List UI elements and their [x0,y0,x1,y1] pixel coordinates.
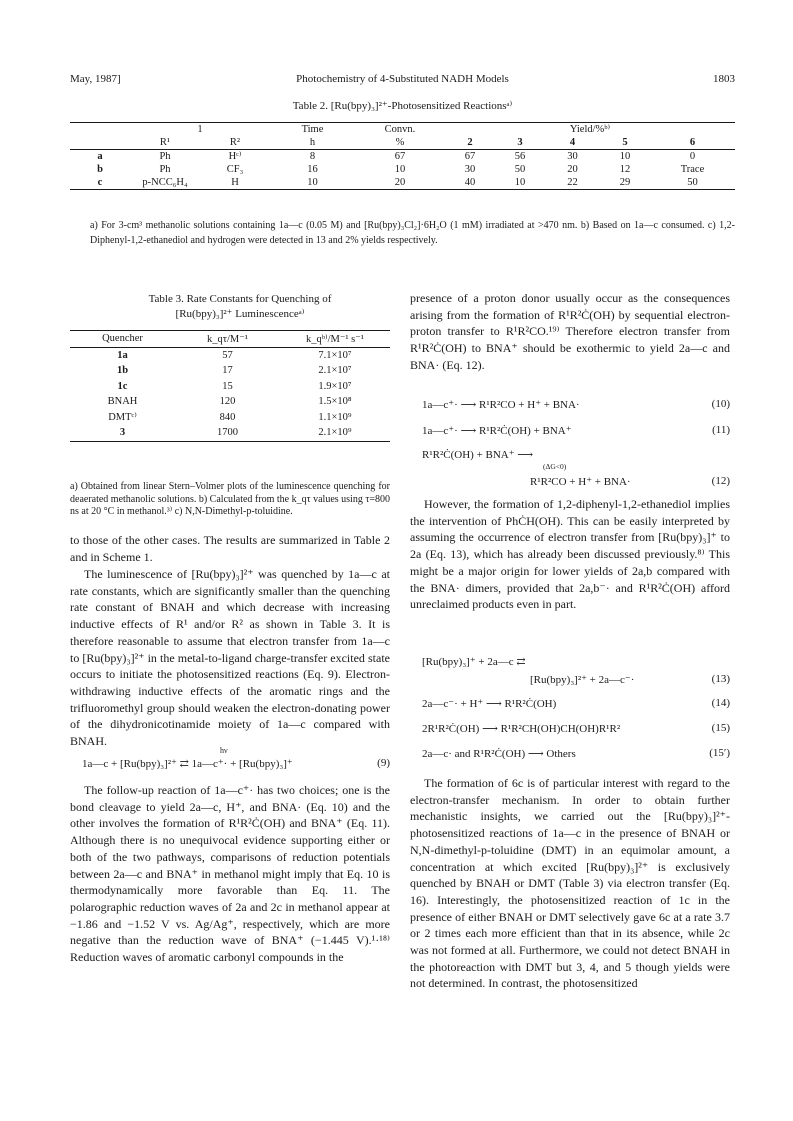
eq11-number: (11) [712,424,730,436]
table3 [70,330,390,442]
equation-10 [410,398,730,414]
table-cell: Trace [680,164,705,175]
table-row [70,363,390,379]
table-cell: 840 [219,411,236,423]
table-cell: CF₃ [226,164,244,175]
journal-date: May, 1987] [70,73,121,85]
table-cell: 17 [222,365,233,377]
table-cell: 50 [687,177,698,188]
table-cell: 67 [394,151,406,162]
table2-subheader: 6 [689,137,696,148]
eq15p-text: 2a—c· and R¹R²Ċ(OH) ⟶ Others [422,748,576,760]
table-row [70,394,390,410]
table-cell: 56 [514,151,526,162]
table-row [70,176,735,190]
left-paragraph-1: to those of the other cases. The results are summarized in Table 2 and in Scheme 1. [70,533,390,564]
table2-subheader: R¹ [159,137,171,148]
table-cell: a [97,151,103,162]
table-cell: BNAH [107,396,138,408]
table-cell: Ph [159,164,171,175]
table-cell: 3 [119,427,126,439]
right-paragraph-3: The formation of 6c is of particular interest with regard to the electron-transfer mechanism. In order to obtain further mechanistic insights, we carried out the [Ru(bpy)₃]²⁺-photosensitized reactions of 1a—c in the presence of BNAH or N,N-dimethyl-p-toluidine (DMT) in an equimolar amount, a concentration at which excited [Ru(bpy)₃]²⁺ is exclusively quenched by BNAH or DMT (Table 3) via electron transfer (Eq. 16). Interestingly, the photosensitized reaction of 1c in the presence of either BNAH or DMT selectively gave 6c at a rate 3.7 or 2 times each more efficient than that in its absence, while 2c was not formed at all. Furthermore, we could not detect BNAH in the photoreaction with DMT but 3, 4, and 5 though yields were not determined. In contrast, the photosensitized [410,776,730,991]
table-cell: 1a [117,349,128,361]
equation-15 [410,722,730,738]
table-cell: 12 [619,164,631,175]
table-cell: 10 [514,177,526,188]
table-cell: 67 [464,151,476,162]
eq12-condition: (ΔG<0) [543,462,567,471]
equation-11 [410,424,730,440]
eq10-number: (10) [711,398,730,410]
table-cell: 40 [464,177,476,188]
table3-header: k_qᵇ⁾/M⁻¹ s⁻¹ [306,333,364,345]
page-number: 1803 [713,73,735,85]
left-paragraph-2: The luminescence of [Ru(bpy)₃]²⁺ was quenched by 1a—c at rate constants, which are significantly smaller than the quenching rate constant of BNAH and which decrease with increasing inductive effects of R¹ and/or R² as shown in Table 3. It is therefore reasonable to assume that electron transfer from 1a—c to [Ru(bpy)₃]²⁺ in the metal-to-ligand charge-transfer excited state occurs to initiate the photosensitized reactions (Eq. 9). Electron-withdrawing inductive effects of the aromatic rings and the trifluoromethyl group should weaken the electron-donating power of the dihydronicotinamide moiety of 1a—c compared with BNAH. [70,567,390,749]
table-cell: 50 [514,164,526,175]
table2 [70,122,735,190]
table3-header: Quencher [102,333,143,345]
table2-caption: Table 2. [Ru(bpy)₃]²⁺-Photosensitized Reactionsᵃ⁾ [292,100,513,112]
table-cell: 2.1×10⁷ [318,365,352,377]
table-cell: 10 [307,177,318,188]
table-cell: 30 [567,151,578,162]
table-cell: 7.1×10⁷ [318,349,352,361]
eq13-number: (13) [711,673,730,685]
page-header [70,73,735,89]
table-cell: 10 [619,151,631,162]
table-cell: 0 [689,151,696,162]
table2-group-header: 1 [197,124,203,135]
table-cell: 15 [222,380,233,392]
table-row [70,163,735,176]
table-row [70,150,735,164]
table-cell: p-NCC₆H₄ [142,177,188,188]
eq12-right: R¹R²CO + H⁺ + BNA· [530,476,631,488]
equation-13 [410,655,730,691]
eq9-arrow-label: hν [220,746,228,755]
table-cell: 1.1×10⁹ [318,411,352,423]
table-cell: H [231,177,239,188]
table2-footnote: a) For 3-cm³ methanolic solutions containing 1a—c (0.05 M) and [Ru(bpy)₃Cl₂]·6H₂O (1 mM) irradiated at >470 nm. b) Based on 1a—c consumed. c) 1,2-Diphenyl-1,2-ethanediol and hydrogen were detected in 13 and 2% yields respectively. [90,220,735,246]
table-cell: 1.9×10⁷ [318,380,352,392]
eq13-left: [Ru(bpy)₃]⁺ + 2a—c ⇄ [422,656,526,668]
table-cell: 16 [307,164,318,175]
table-cell: Hᶜ⁾ [228,151,242,162]
table2-subheader: 3 [517,137,523,148]
table-cell: 20 [567,164,578,175]
table2-subheader: 4 [569,137,576,148]
table-cell: 29 [619,177,631,188]
eq14-text: 2a—c⁻· + H⁺ ⟶ R¹R²Ċ(OH) [422,698,557,710]
table-cell: 30 [464,164,476,175]
equation-15-prime [410,747,730,763]
table-row [70,410,390,426]
table2-subheader: 2 [467,137,473,148]
table-cell: 10 [394,164,406,175]
eq12-number: (12) [711,475,730,487]
left-paragraph-3: The follow-up reaction of 1a—c⁺· has two choices; one is the bond cleavage to yield 2a—c, H⁺, and BNA· (Eq. 10) and the other involves the formation of R¹R²Ċ(OH) and BNA⁺ (Eq. 11). Although there is no unequivocal evidence supporting either or both of the two pathways, comparisons of reduction potentials between 2a—c and BNA⁺ in methanol might imply that Eq. 10 is thermodynamically more favorable than Eq. 11. The polarographic reduction waves of 2a and 2c in methanol appear at −1.86 and −1.52 V vs. Ag/Ag⁺, respectively, which are more negative than the reduction wave of BNA⁺ (−1.445 V).¹·¹⁸⁾ Reduction waves of aromatic carbonyl compounds in the [70,783,390,965]
equation-14 [410,697,730,713]
eq9-text: 1a—c + [Ru(bpy)₃]²⁺ ⇄ 1a—c⁺· + [Ru(bpy)₃]⁺ [82,758,293,770]
table-cell: 22 [567,177,578,188]
table3-caption-line: [Ru(bpy)₃]²⁺ Luminescenceᵃ⁾ [175,308,305,320]
table2-yield-header: Yield/%ᵇ⁾ [569,124,611,135]
eq11-text: 1a—c⁺· ⟶ R¹R²Ċ(OH) + BNA⁺ [422,425,572,437]
table2-time-unit: h [309,137,316,148]
table-cell: 57 [222,349,233,361]
table2-convn-unit: % [395,137,405,148]
eq14-number: (14) [711,697,730,709]
table-cell: c [97,177,103,188]
table-row [70,347,390,363]
table-cell: 1b [116,365,129,377]
table2-subheader: R² [229,137,241,148]
table3-footnote: a) Obtained from linear Stern–Volmer plots of the luminescence quenching for deaerated methanolic solutions. b) Calculated from the k_qτ values using τ=800 ns at 20 °C in methanol.³⁾ c) N,N-Dimethyl-p-toluidine. [70,481,390,517]
eq15p-number: (15′) [709,747,730,759]
eq15-text: 2R¹R²Ċ(OH) ⟶ R¹R²CH(OH)CH(OH)R¹R² [422,723,621,735]
eq10-text: 1a—c⁺· ⟶ R¹R²CO + H⁺ + BNA· [422,399,580,411]
eq12-left: R¹R²Ċ(OH) + BNA⁺ ⟶ [422,449,534,461]
table-cell: 120 [219,396,236,408]
table3-header: k_qτ/M⁻¹ [207,333,248,345]
table-row [70,425,390,441]
table-cell: DMTᶜ⁾ [108,412,137,424]
equation-12 [410,448,730,488]
right-paragraph-1: presence of a proton donor usually occur as the consequences arising from the formation of R¹R²Ċ(OH) by sequential electron-proton transfer to R¹R²CO.¹⁹⁾ Therefore electron transfer from R¹R²Ċ(OH) to BNA⁺ should be exothermic to yield 2a—c and BNA· (Eq. 12). [410,291,730,372]
eq15-number: (15) [711,722,730,734]
running-title: Photochemistry of 4-Substituted NADH Models [296,73,509,85]
table-cell: 20 [394,177,406,188]
table-cell: 2.1×10⁹ [318,427,352,439]
table2-convn-header: Convn. [384,124,416,135]
equation-9 [70,746,390,771]
table-cell: 1700 [217,427,238,439]
table-cell: b [97,164,103,175]
eq9-number: (9) [377,757,390,769]
table-row [70,379,390,395]
eq13-right: [Ru(bpy)₃]²⁺ + 2a—c⁻· [530,674,635,686]
table-cell: 1.5×10⁸ [318,396,352,408]
table3-caption [95,292,385,322]
table-cell: 1c [117,380,128,392]
table-cell: Ph [159,151,171,162]
table2-subheader: 5 [622,137,628,148]
right-paragraph-2: However, the formation of 1,2-diphenyl-1,2-ethanediol implies the intervention of PhĊH(OH). This can be easily interpreted by assuming the occurrence of electron transfer from [Ru(bpy)₃]⁺ to 2a (Eq. 13), which has already been discussed previously.⁸⁾ This might be a major origin for lower yields of 2a,b compared with the BNA· dimers, provided that 2a,b⁻· and R¹R²Ċ(OH) afford unreclaimed products even in part. [410,497,730,612]
table3-caption-line: Table 3. Rate Constants for Quenching of [148,293,332,305]
table-cell: 8 [309,151,316,162]
table2-time-header: Time [301,124,324,135]
